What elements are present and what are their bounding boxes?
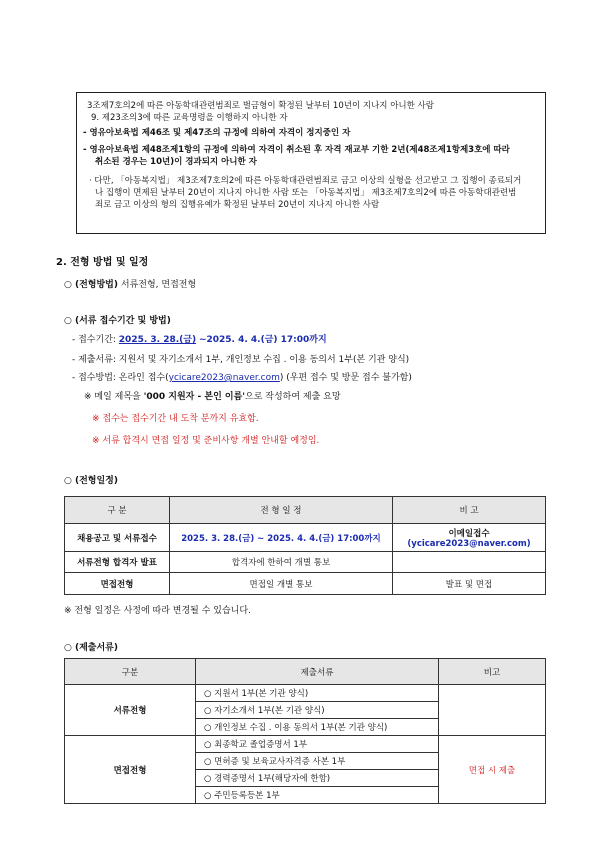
schedule-footnote: ※ 전형 일정은 사정에 따라 변경될 수 있습니다.	[64, 606, 251, 616]
schedule-table	[64, 496, 546, 595]
submit-method-row	[72, 370, 412, 383]
disqualification-box	[76, 92, 546, 234]
box-line-1: 3조제7호의2에 따른 아동학대관련범죄로 벌금형이 확정된 날부터 10년이 지나지 아니한 사람	[87, 101, 434, 111]
period-end: ~2025. 4. 4.(금) 17:00까지	[198, 335, 327, 345]
schedule-header: 비 고	[393, 497, 546, 524]
table-row	[65, 736, 546, 753]
schedule-header-row	[65, 497, 546, 524]
box-line-3: - 영유아보육법 제46조 및 제47조의 규정에 의하여 자격이 정지중인 자	[83, 128, 351, 138]
schedule-cell: 면접일 개별 통보	[170, 573, 393, 595]
box-line-4: - 영유아보육법 제48조제1항의 규정에 의하여 자격이 취소된 후 자격 재교부 기한 2년(제48조제1항제3호에 따라	[83, 145, 510, 155]
subject-bold: '000 지원자 - 본인 이름'	[143, 392, 246, 402]
schedule-cell: 합격자에 한하여 개별 통보	[170, 552, 393, 573]
documents-header: 비고	[439, 659, 546, 685]
subject-suffix: 으로 작성하여 제출 요망	[245, 392, 341, 402]
box-line-5: 취소된 경우는 10년)이 경과되지 아니한 자	[95, 157, 257, 167]
schedule-cell: 채용공고 및 서류접수	[65, 524, 170, 552]
box-line-6: · 다만, 「아동복지법」 제3조제7호의2에 따른 아동학대관련범죄로 금고 이상의 실형을 선고받고 그 집행이 종료되거	[89, 176, 522, 186]
table-row	[65, 573, 546, 595]
box-line-8: 죄로 금고 이상의 형의 집행유예가 확정된 날부터 20년이 지나지 아니한 사람	[95, 200, 380, 210]
method-label: ○ (전형방법)	[64, 280, 118, 290]
method-value: 서류전형, 면접전형	[120, 280, 197, 290]
submit-method-suffix: ) (우편 접수 및 방문 접수 불가함)	[279, 373, 412, 383]
documents-item: ○ 개인정보 수집 . 이용 동의서 1부(본 기관 양식)	[196, 719, 439, 736]
documents-header: 구분	[65, 659, 196, 685]
box-line-7: 나 집행이 면제된 날부터 20년이 지나지 아니한 사람 또는 「아동복지법」 제3조제7호의2에 따른 아동학대관련범	[95, 188, 517, 198]
documents-header: 제출서류	[196, 659, 439, 685]
table-row	[65, 685, 546, 702]
table-row	[65, 552, 546, 573]
schedule-email-label: 이메일접수	[448, 528, 490, 539]
schedule-cell	[393, 552, 546, 573]
documents-note: 면접 시 제출	[439, 736, 546, 804]
note-1: ※ 접수는 접수기간 내 도착 분까지 유효함.	[92, 414, 259, 424]
documents-table	[64, 658, 546, 804]
documents-item: ○ 면허증 및 보육교사자격증 사본 1부	[196, 753, 439, 770]
documents-note	[439, 685, 546, 736]
schedule-cell: 면접전형	[65, 573, 170, 595]
note-2: ※ 서류 합격시 면접 일정 및 준비사항 개별 안내할 예정임.	[92, 436, 320, 446]
documents-item: ○ 최종학교 졸업증명서 1부	[196, 736, 439, 753]
documents-item: ○ 경력증명서 1부(해당자에 한함)	[196, 770, 439, 787]
submit-method-prefix: - 접수방법: 온라인 접수(	[72, 373, 169, 383]
subject-row	[84, 389, 341, 402]
documents-label: ○ (제출서류)	[64, 643, 118, 653]
email-link[interactable]: ycicare2023@naver.com	[168, 373, 280, 383]
documents-header-row	[65, 659, 546, 685]
schedule-label: ○ (전형일정)	[64, 476, 118, 486]
documents-item: ○ 지원서 1부(본 기관 양식)	[196, 685, 439, 702]
section-title: 2. 전형 방법 및 일정	[56, 257, 149, 268]
period-prefix: - 접수기간:	[72, 335, 116, 345]
period-row	[72, 332, 327, 345]
period-start: 2025. 3. 28.(금)	[118, 335, 197, 345]
schedule-email: (ycicare2023@naver.com)	[407, 538, 531, 549]
schedule-cell: 2025. 3. 28.(금) ~ 2025. 4. 4.(금) 17:00까지	[170, 524, 393, 552]
table-row	[65, 524, 546, 552]
schedule-cell	[393, 524, 546, 552]
period-label: ○ (서류 접수기간 및 방법)	[64, 316, 171, 326]
documents-group-name: 서류전형	[65, 685, 196, 736]
schedule-cell: 서류전형 합격자 발표	[65, 552, 170, 573]
documents-item: ○ 주민등록등본 1부	[196, 787, 439, 804]
docs-line: - 제출서류: 지원서 및 자기소개서 1부, 개인정보 수집 . 이용 동의서 1부(본 기관 양식)	[72, 355, 410, 365]
documents-item: ○ 자기소개서 1부(본 기관 양식)	[196, 702, 439, 719]
documents-group-name: 면접전형	[65, 736, 196, 804]
schedule-header: 구 분	[65, 497, 170, 524]
schedule-header: 전 형 일 정	[170, 497, 393, 524]
schedule-cell: 발표 및 면접	[393, 573, 546, 595]
box-line-2: 9. 제23조의3에 따른 교육명령을 이행하지 아니한 자	[91, 113, 288, 123]
subject-prefix: ※ 메일 제목을	[84, 392, 144, 402]
method-row	[64, 277, 196, 290]
